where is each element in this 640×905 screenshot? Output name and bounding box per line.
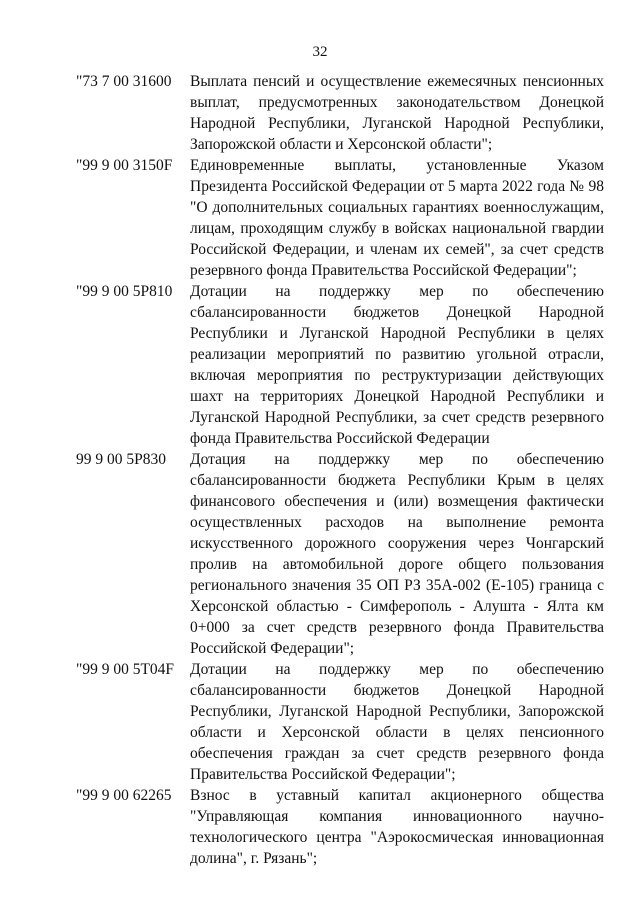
budget-description: Дотация на поддержку мер по обеспечению сбалансированности бюджета Республики Крым в целях финансового обеспечения и (или) возмещения фактически осуществленных расходов на выполнение ремонта искусственного дорожного сооружения через Чонгарский пролив на автомобильной дороге общего пользования регионального значения 35 ОП РЗ 35А-002 (Е-105) граница с Херсонской областью - Симферополь - Алушта - Ялта км 0+000 за счет средств резервного фонда Правительства Российской Федерации"; <box>190 451 604 657</box>
list-item <box>76 785 604 869</box>
budget-code: "99 9 00 5P810 <box>76 283 173 300</box>
budget-description: Выплата пенсий и осуществление ежемесячных пенсионных выплат, предусмотренных законодательством Донецкой Народной Республики, Луганской Народной Республики, Запорожской области и Херсонской области"; <box>190 73 604 153</box>
budget-code: "99 9 00 62265 <box>76 787 172 804</box>
list-item <box>76 659 604 785</box>
list-item <box>76 71 604 155</box>
budget-code: "99 9 00 5T04F <box>76 661 175 678</box>
list-item <box>76 155 604 281</box>
budget-description: Дотации на поддержку мер по обеспечению сбалансированности бюджетов Донецкой Народной Республики, Луганской Народной Республики, Запорожской области и Херсонской области в целях пенсионного обеспечения граждан за счет средств резервного фонда Правительства Российской Федерации"; <box>190 661 604 783</box>
budget-description: Взнос в уставный капитал акционерного общества "Управляющая компания инновационного научно-технологического центра "Аэрокосмическая инновационная долина", г. Рязань"; <box>190 787 604 867</box>
budget-code: "73 7 00 31600 <box>76 73 172 90</box>
page-number: 32 <box>312 44 328 60</box>
list-item <box>76 281 604 449</box>
budget-code: 99 9 00 5P830 <box>76 451 166 468</box>
budget-description: Дотации на поддержку мер по обеспечению сбалансированности бюджетов Донецкой Народной Республики и Луганской Народной Республики в целях реализации мероприятий по развитию угольной отрасли, включая мероприятия по реструктуризации действующих шахт на территориях Донецкой Народной Республики и Луганской Народной Республики, за счет средств резервного фонда Правительства Российской Федерации <box>190 283 604 447</box>
budget-code: "99 9 00 3150F <box>76 157 173 174</box>
budget-code-list <box>76 71 604 869</box>
list-item <box>76 449 604 659</box>
budget-description: Единовременные выплаты, установленные Указом Президента Российской Федерации от 5 марта 2022 года № 98 "О дополнительных социальных гарантиях военнослужащим, лицам, проходящим службу в войсках национальной гвардии Российской Федерации, и членам их семей", за счет средств резервного фонда Правительства Российской Федерации"; <box>190 157 604 279</box>
